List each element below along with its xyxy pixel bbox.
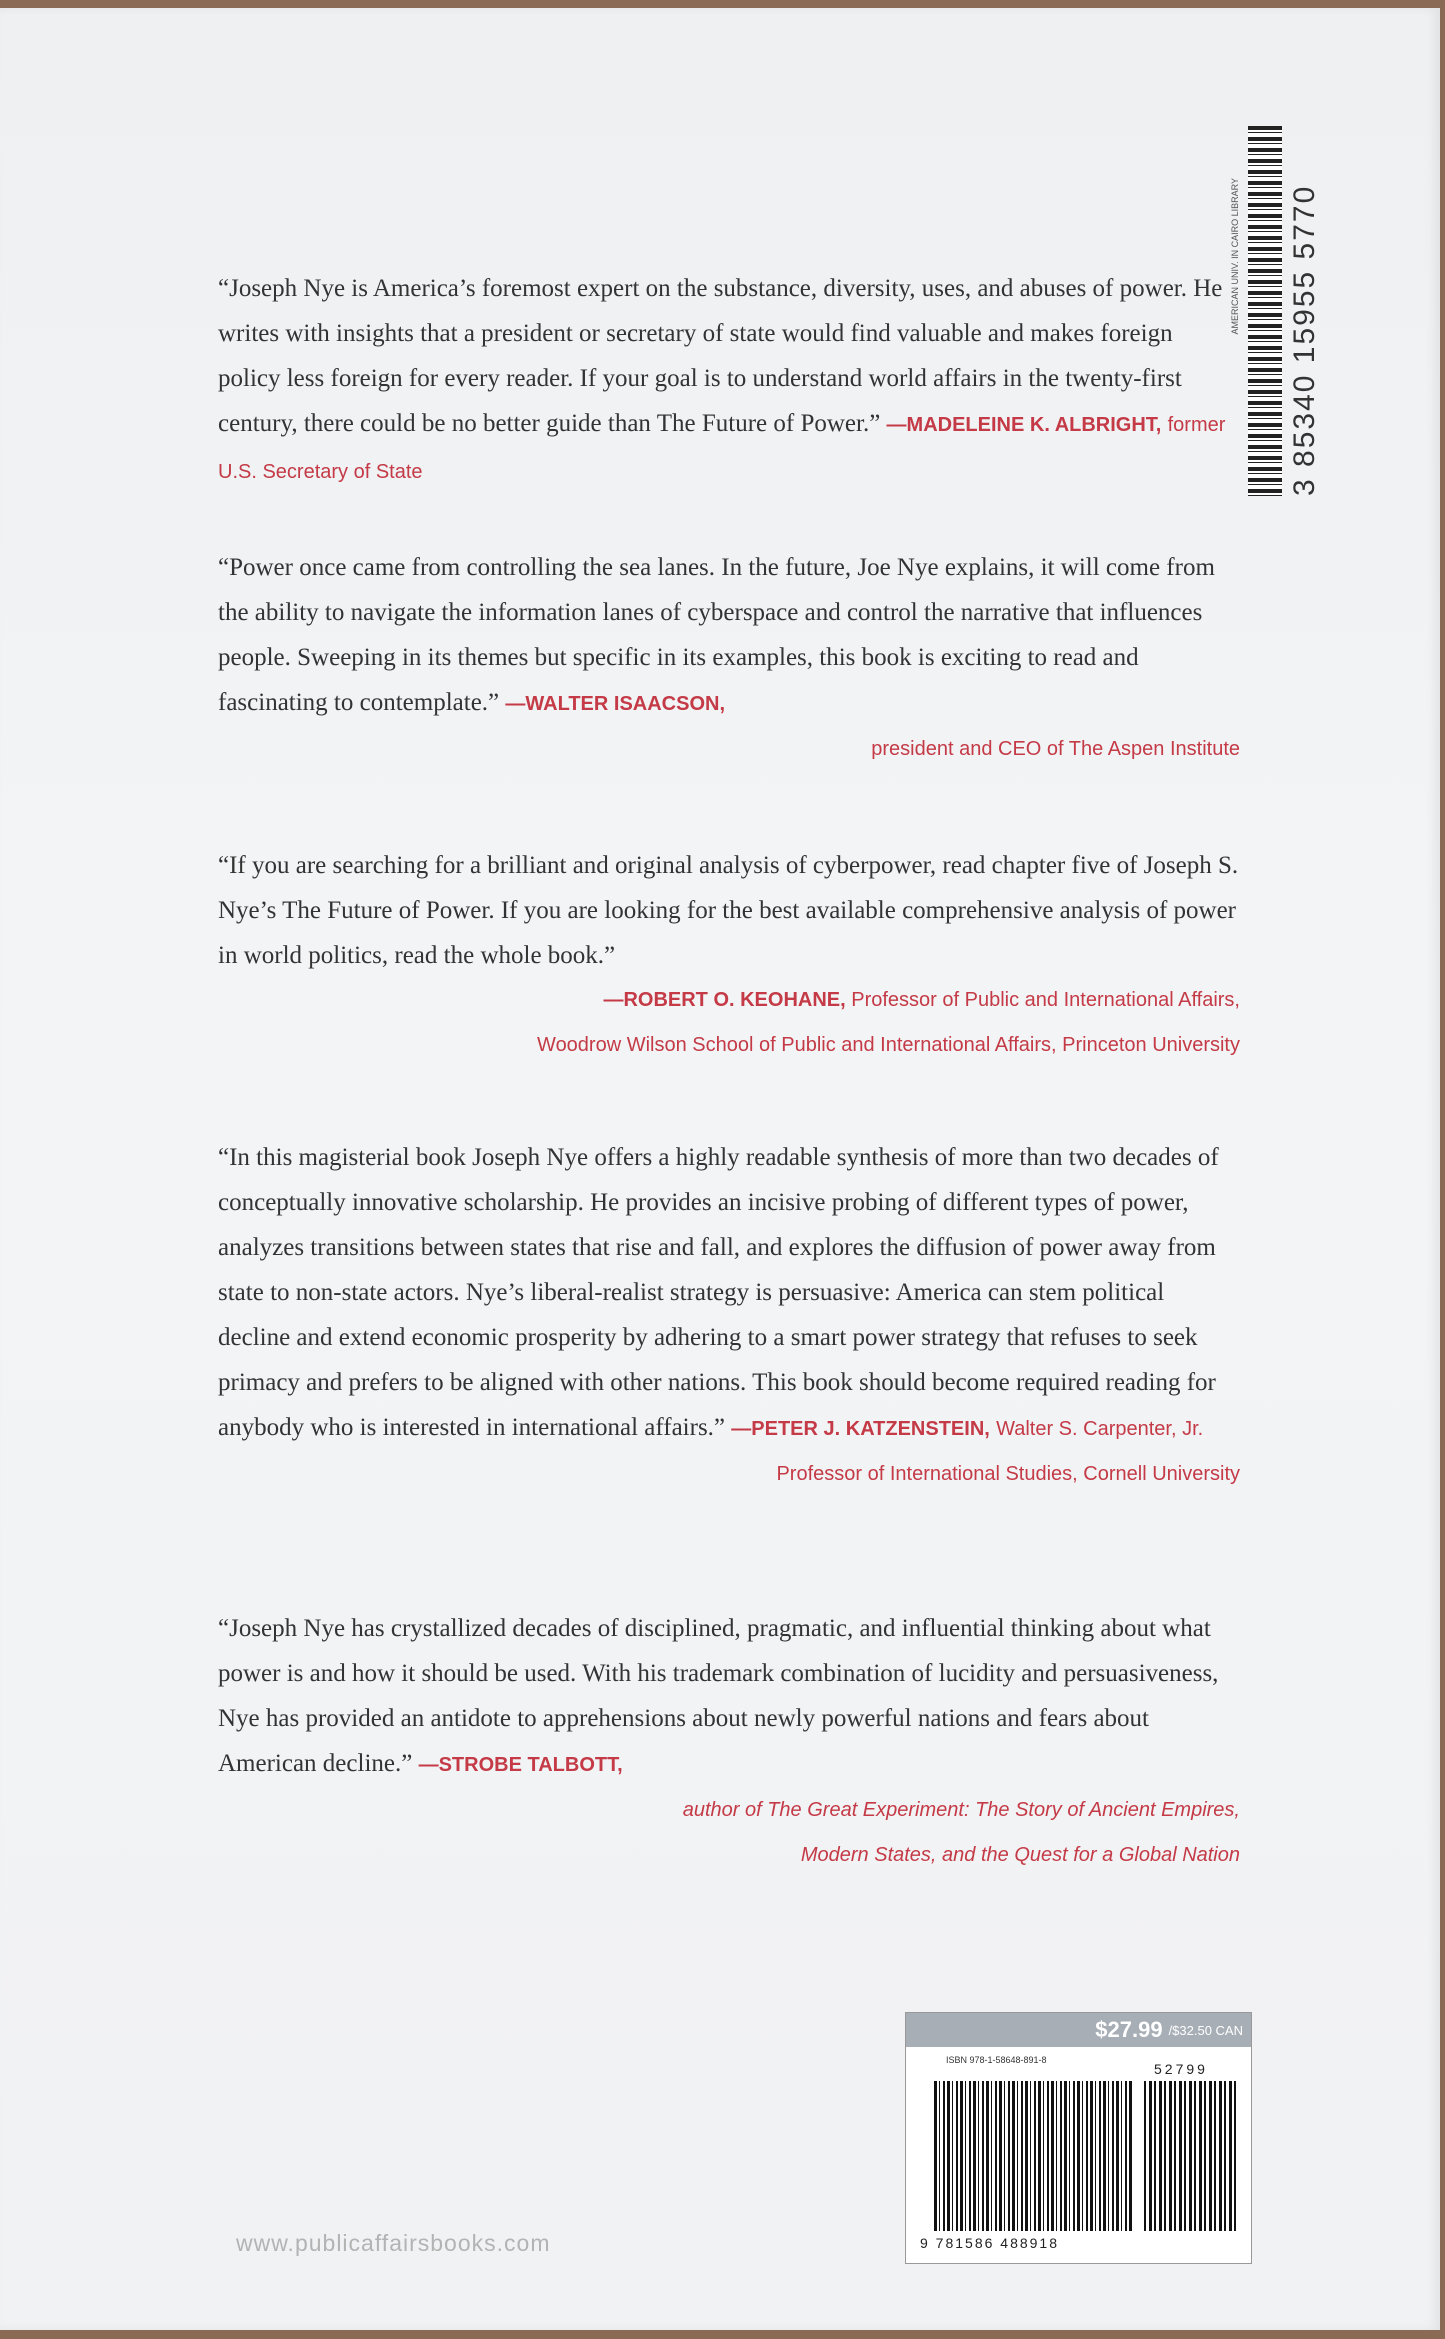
quote-katzenstein: [218, 1135, 1240, 1497]
book-back-cover: [0, 8, 1440, 2330]
publisher-website: www.publicaffairsbooks.com: [236, 2230, 551, 2256]
price-barcode-block: [905, 2012, 1252, 2264]
price-addon-barcode: [1144, 2081, 1239, 2231]
quote-text: “Joseph Nye has crystallized decades of disciplined, pragmatic, and influential thinking about what power is and how it should be used. With his trademark combination of lucidity and persuasiveness, Nye has provided an antidote to apprehensions about newly powerful nations and fears about American decline.”: [218, 1615, 1219, 1777]
price-usd: $27.99: [1095, 2017, 1163, 2042]
quote-author-title: president and CEO of The Aspen Institute: [871, 738, 1240, 760]
quote-author: —STROBE TALBOTT,: [418, 1754, 623, 1776]
isbn-barcode: [934, 2081, 1134, 2231]
quote-author-affiliation: Professor of International Studies, Cornell University: [776, 1463, 1240, 1485]
quote-author-title: author of The Great Experiment: The Story of Ancient Empires,: [682, 1799, 1240, 1821]
isbn-text: ISBN 978-1-58648-891-8: [946, 2055, 1047, 2065]
quote-albright: [218, 266, 1240, 495]
quote-isaacson: [218, 545, 1240, 772]
quote-author-title: Professor of Public and International Affairs,: [851, 989, 1240, 1011]
quote-text: “In this magisterial book Joseph Nye offers a highly readable synthesis of more than two decades of conceptually innovative scholarship. He provides an incisive probing of different types of power, analyzes transitions between states that rise and fall, and explores the diffusion of power away from state to non-state actors. Nye’s liberal-realist strategy is persuasive: America can stem political decline and extend economic prosperity by adhering to a smart power strategy that refuses to seek primacy and prefers to be aligned with other nations. This book should become required reading for anybody who is interested in international affairs.”: [218, 1144, 1219, 1441]
quote-text: “If you are searching for a brilliant and original analysis of cyberpower, read chapter five of Joseph S. Nye’s The Future of Power. If you are looking for the best available comprehensive analysis of power in world politics, read the whole book.”: [218, 852, 1239, 969]
quote-author-line: [218, 978, 1240, 1023]
quote-author: —ROBERT O. KEOHANE,: [603, 989, 846, 1011]
quote-author-title: Walter S. Carpenter, Jr.: [996, 1418, 1204, 1440]
price-cad: /$32.50 CAN: [1168, 2022, 1243, 2038]
quote-text: “Power once came from controlling the sea lanes. In the future, Joe Nye explains, it will come from the ability to navigate the information lanes of cyberspace and control the narrative that influences people. Sweeping in its themes but specific in its examples, this book is exciting to read and fascinating to contemplate.”: [218, 554, 1215, 716]
quote-text: “Joseph Nye is America’s foremost expert on the substance, diversity, uses, and abuses of power. He writes with insights that a president or secretary of state would find valuable and makes foreign policy less foreign for every reader. If your goal is to understand world affairs in the twenty-first century, there could be no better guide than The Future of Power.”: [218, 275, 1223, 437]
library-barcode-bars: [1248, 126, 1282, 496]
addon-digits: 52799: [1154, 2061, 1208, 2077]
quote-author: —PETER J. KATZENSTEIN,: [731, 1418, 990, 1440]
quote-author-affiliation: Modern States, and the Quest for a Global Nation: [800, 1844, 1240, 1866]
library-barcode-digits: 3 85340 15955 5770: [1288, 184, 1321, 496]
quote-author: —WALTER ISAACSON,: [505, 693, 726, 715]
library-sticker-text: AMERICAN UNIV. IN CAIRO LIBRARY: [1230, 178, 1240, 335]
price-band: [906, 2013, 1251, 2047]
quote-keohane: [218, 843, 1240, 1068]
quote-author-affiliation: Woodrow Wilson School of Public and International Affairs, Princeton University: [537, 1034, 1240, 1056]
isbn-barcode-digits: 9 781586 488918: [920, 2235, 1059, 2251]
quote-author-title: former U.S. Secretary of State: [218, 414, 1226, 483]
library-barcode: [1248, 126, 1328, 496]
quote-talbott: [218, 1606, 1240, 1878]
quote-author: —MADELEINE K. ALBRIGHT,: [886, 414, 1162, 436]
